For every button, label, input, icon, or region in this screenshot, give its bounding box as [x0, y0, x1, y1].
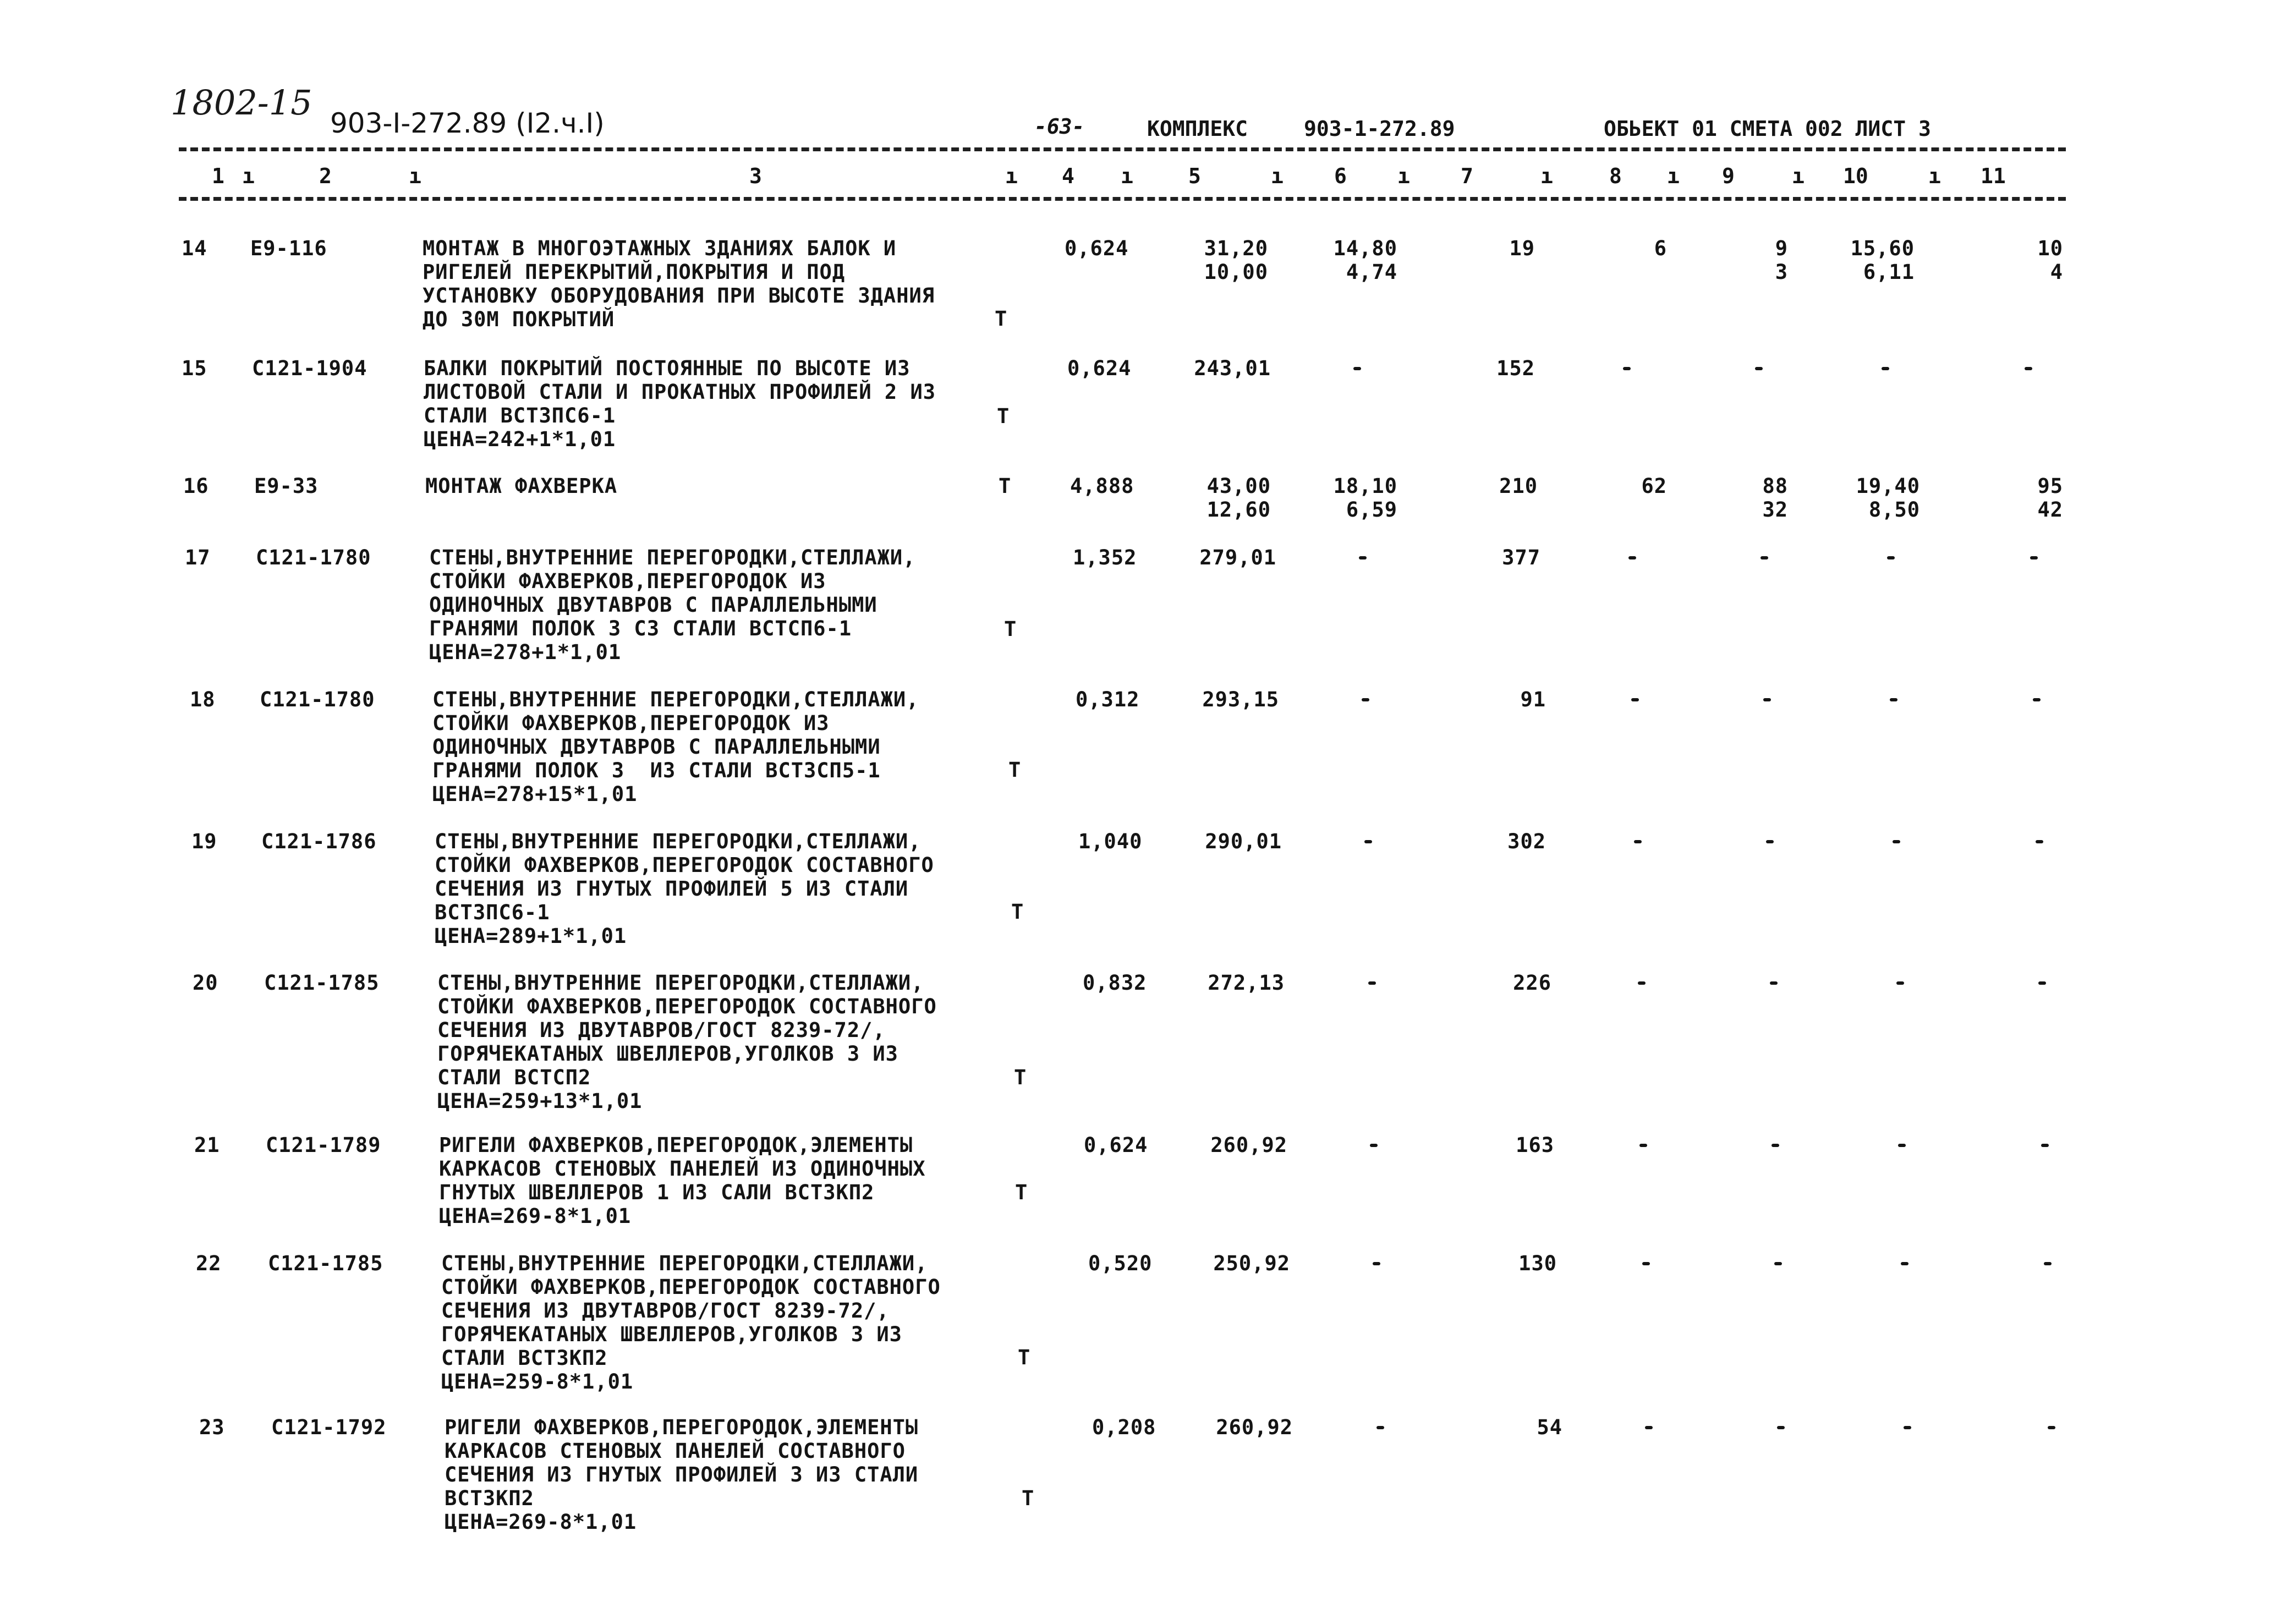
row-number: 15 — [182, 356, 207, 380]
row-col9-dash — [1766, 840, 1774, 843]
row-code: С121-1792 — [271, 1415, 387, 1439]
row-description: БАЛКИ ПОКРЫТИЙ ПОСТОЯННЫЕ ПО ВЫСОТЕ ИЗ ЛИСТОВОЙ СТАЛИ И ПРОКАТНЫХ ПРОФИЛЕЙ 2 ИЗ СТАЛИ ВСТ3ПС6-1 ЦЕНА=242+1*1,01 — [424, 356, 936, 451]
row-col9-dash — [1774, 1262, 1782, 1265]
row-col11-dash — [2033, 698, 2041, 701]
row-unit: Т — [1011, 900, 1024, 924]
row-description: СТЕНЫ,ВНУТРЕННИЕ ПЕРЕГОРОДКИ,СТЕЛЛАЖИ, СТОЙКИ ФАХВЕРКОВ,ПЕРЕГОРОДОК СОСТАВНОГО СЕЧЕНИЯ ИЗ ДВУТАВРОВ/ГОСТ 8239-72/, ГОРЯЧЕКАТАНЫХ ШВЕЛЛЕРОВ,УГОЛКОВ 3 ИЗ СТАЛИ ВСТСП2 ЦЕНА=259+13*1,01 — [437, 971, 937, 1113]
row-description: СТЕНЫ,ВНУТРЕННИЕ ПЕРЕГОРОДКИ,СТЕЛЛАЖИ, СТОЙКИ ФАХВЕРКОВ,ПЕРЕГОРОДОК ИЗ ОДИНОЧНЫХ ДВУТАВРОВ С ПАРАЛЛЕЛЬНЫМИ ГРАНЯМИ ПОЛОК 3 ИЗ СТАЛИ ВСТ3СП5-1 ЦЕНА=278+15*1,01 — [432, 688, 919, 806]
row-col7: 152 — [1496, 356, 1535, 380]
complex-label: КОМПЛЕКС — [1147, 117, 1248, 141]
row-col5: 43,00 12,60 — [1206, 474, 1271, 522]
row-col6-dash — [1370, 1144, 1378, 1147]
row-unit: Т — [1004, 617, 1017, 641]
row-col9-dash — [1772, 1144, 1779, 1147]
row-col11: 10 4 — [2037, 237, 2063, 284]
row-col7: 91 — [1520, 688, 1546, 711]
row-col5: 272,13 — [1208, 971, 1285, 995]
row-number: 23 — [199, 1415, 225, 1439]
col-sep: ı — [1005, 164, 1018, 188]
row-col10-dash — [1887, 556, 1895, 559]
col-sep: ı — [1397, 164, 1410, 188]
row-quantity: 0,624 — [1067, 356, 1132, 380]
row-number: 18 — [190, 688, 216, 711]
row-quantity: 0,624 — [1084, 1133, 1148, 1157]
row-unit: Т — [1022, 1486, 1034, 1510]
complex-code: 903-1-272.89 — [1304, 117, 1455, 141]
row-col10-dash — [1904, 1426, 1911, 1429]
row-col11-dash — [2030, 556, 2038, 559]
row-col7: 210 — [1499, 474, 1538, 498]
header-rule-top — [179, 147, 2066, 151]
col-num-4: 4 — [1062, 164, 1074, 188]
project-code: 903-I-272.89 (I2.ч.I) — [330, 107, 605, 139]
row-col6-dash — [1359, 556, 1367, 559]
header-rule-bottom — [179, 197, 2066, 201]
row-quantity: 0,312 — [1076, 688, 1140, 711]
row-col6-dash — [1376, 1426, 1384, 1429]
row-description: СТЕНЫ,ВНУТРЕННИЕ ПЕРЕГОРОДКИ,СТЕЛЛАЖИ, СТОЙКИ ФАХВЕРКОВ,ПЕРЕГОРОДОК ИЗ ОДИНОЧНЫХ ДВУТАВРОВ С ПАРАЛЛЕЛЬНЫМИ ГРАНЯМИ ПОЛОК 3 СЗ СТАЛИ ВСТСП6-1 ЦЕНА=278+1*1,01 — [429, 546, 916, 664]
row-code: С121-1789 — [266, 1133, 381, 1157]
row-col9-dash — [1755, 367, 1763, 370]
row-unit: Т — [1008, 758, 1021, 782]
row-col10-dash — [1882, 367, 1889, 370]
row-description: МОНТАЖ ФАХВЕРКА — [425, 474, 618, 498]
row-quantity: 1,040 — [1078, 830, 1143, 853]
row-quantity: 4,888 — [1070, 474, 1134, 498]
row-col8-dash — [1638, 981, 1646, 985]
row-quantity: 1,352 — [1073, 546, 1137, 569]
row-description: МОНТАЖ В МНОГОЭТАЖНЫХ ЗДАНИЯХ БАЛОК И РИГЕЛЕЙ ПЕРЕКРЫТИЙ,ПОКРЫТИЯ И ПОД УСТАНОВКУ ОБОРУДОВАНИЯ ПРИ ВЫСОТЕ ЗДАНИЯ ДО 30М ПОКРЫТИЙ — [423, 237, 935, 331]
row-col8: 6 — [1654, 237, 1667, 260]
row-unit: Т — [1015, 1181, 1028, 1204]
row-number: 16 — [183, 474, 209, 498]
row-col7: 130 — [1518, 1252, 1557, 1275]
row-unit: Т — [997, 404, 1010, 428]
row-col5: 260,92 — [1216, 1415, 1293, 1439]
row-description: СТЕНЫ,ВНУТРЕННИЕ ПЕРЕГОРОДКИ,СТЕЛЛАЖИ, СТОЙКИ ФАХВЕРКОВ,ПЕРЕГОРОДОК СОСТАВНОГО СЕЧЕНИЯ ИЗ ГНУТЫХ ПРОФИЛЕЙ 5 ИЗ СТАЛИ ВСТ3ПС6-1 ЦЕНА=289+1*1,01 — [435, 830, 934, 948]
row-col8-dash — [1628, 556, 1636, 559]
row-col11-dash — [2038, 981, 2046, 985]
row-description: РИГЕЛИ ФАХВЕРКОВ,ПЕРЕГОРОДОК,ЭЛЕМЕНТЫ КАРКАСОВ СТЕНОВЫХ ПАНЕЛЕЙ СОСТАВНОГО СЕЧЕНИЯ ИЗ ГНУТЫХ ПРОФИЛЕЙ 3 ИЗ СТАЛИ ВСТ3КП2 ЦЕНА=269-8*1,01 — [445, 1415, 919, 1534]
row-quantity: 0,208 — [1092, 1415, 1156, 1439]
col-sep: ı — [409, 164, 421, 188]
row-col5: 279,01 — [1199, 546, 1276, 569]
row-col5: 290,01 — [1205, 830, 1282, 853]
row-col10: 19,40 8,50 — [1856, 474, 1920, 522]
row-col6-dash — [1373, 1262, 1380, 1265]
row-col9-dash — [1770, 981, 1778, 985]
row-description: РИГЕЛИ ФАХВЕРКОВ,ПЕРЕГОРОДОК,ЭЛЕМЕНТЫ КАРКАСОВ СТЕНОВЫХ ПАНЕЛЕЙ ИЗ ОДИНОЧНЫХ ГНУТЫХ ШВЕЛЛЕРОВ 1 ИЗ САЛИ ВСТ3КП2 ЦЕНА=269-8*1,01 — [439, 1133, 926, 1228]
col-num-3: 3 — [749, 164, 762, 188]
row-col7: 302 — [1507, 830, 1546, 853]
col-sep: ı — [242, 164, 255, 188]
row-number: 19 — [191, 830, 217, 853]
row-col8-dash — [1639, 1144, 1647, 1147]
row-col6-dash — [1353, 367, 1361, 370]
col-sep: ı — [1271, 164, 1284, 188]
row-col10-dash — [1898, 1144, 1906, 1147]
row-number: 17 — [185, 546, 211, 569]
row-col6-dash — [1364, 840, 1372, 843]
row-code: С121-1780 — [260, 688, 375, 711]
row-col5: 260,92 — [1210, 1133, 1287, 1157]
col-sep: ı — [1928, 164, 1941, 188]
row-unit: Т — [995, 307, 1007, 331]
row-col8: 62 — [1641, 474, 1667, 498]
row-code: С121-1785 — [268, 1252, 383, 1275]
row-col9-dash — [1763, 698, 1771, 701]
row-col8-dash — [1645, 1426, 1653, 1429]
row-col6: 14,80 4,74 — [1333, 237, 1397, 284]
row-col6: 18,10 6,59 — [1333, 474, 1397, 522]
row-col10-dash — [1901, 1262, 1908, 1265]
row-code: С121-1904 — [252, 356, 368, 380]
row-col5: 293,15 — [1202, 688, 1279, 711]
row-unit: Т — [999, 474, 1011, 498]
column-number-row — [179, 164, 2066, 193]
row-col8-dash — [1631, 698, 1639, 701]
col-sep: ı — [1540, 164, 1553, 188]
row-col10-dash — [1896, 981, 1904, 985]
col-num-11: 11 — [1981, 164, 2006, 188]
row-col6-dash — [1362, 698, 1369, 701]
row-col11-dash — [2036, 840, 2043, 843]
row-col7: 226 — [1513, 971, 1551, 995]
col-num-7: 7 — [1461, 164, 1473, 188]
row-col11-dash — [2044, 1262, 2052, 1265]
col-num-2: 2 — [319, 164, 332, 188]
row-col7: 163 — [1516, 1133, 1554, 1157]
row-col8-dash — [1642, 1262, 1650, 1265]
row-col6-dash — [1368, 981, 1376, 985]
row-col10-dash — [1893, 840, 1900, 843]
row-col11-dash — [2048, 1426, 2055, 1429]
row-unit: Т — [1014, 1066, 1027, 1089]
handwritten-code: 1802-15 — [171, 83, 312, 123]
row-number: 21 — [194, 1133, 220, 1157]
row-unit: Т — [1018, 1346, 1030, 1369]
row-col9-dash — [1777, 1426, 1785, 1429]
col-num-8: 8 — [1609, 164, 1622, 188]
row-col9: 88 32 — [1762, 474, 1788, 522]
row-code: С121-1786 — [261, 830, 377, 853]
col-num-5: 5 — [1188, 164, 1201, 188]
row-col7: 54 — [1537, 1415, 1562, 1439]
row-quantity: 0,520 — [1088, 1252, 1153, 1275]
col-num-10: 10 — [1843, 164, 1868, 188]
row-number: 14 — [182, 237, 207, 260]
row-col7: 377 — [1502, 546, 1540, 569]
row-col8-dash — [1634, 840, 1642, 843]
row-col11-dash — [2025, 367, 2032, 370]
row-col10-dash — [1890, 698, 1897, 701]
row-code: Е9-33 — [254, 474, 319, 498]
col-num-1: 1 — [212, 164, 224, 188]
row-code: С121-1785 — [264, 971, 380, 995]
row-col8-dash — [1623, 367, 1631, 370]
col-num-9: 9 — [1722, 164, 1735, 188]
col-sep: ı — [1121, 164, 1133, 188]
row-code: Е9-116 — [250, 237, 327, 260]
row-col9-dash — [1761, 556, 1768, 559]
row-description: СТЕНЫ,ВНУТРЕННИЕ ПЕРЕГОРОДКИ,СТЕЛЛАЖИ, СТОЙКИ ФАХВЕРКОВ,ПЕРЕГОРОДОК СОСТАВНОГО СЕЧЕНИЯ ИЗ ДВУТАВРОВ/ГОСТ 8239-72/, ГОРЯЧЕКАТАНЫХ ШВЕЛЛЕРОВ,УГОЛКОВ 3 ИЗ СТАЛИ ВСТ3КП2 ЦЕНА=259-8*1,01 — [441, 1252, 941, 1393]
row-col10: 15,60 6,11 — [1850, 237, 1915, 284]
row-col11-dash — [2041, 1144, 2049, 1147]
col-sep: ı — [1667, 164, 1680, 188]
object-info: ОБЬЕКТ 01 СМЕТА 002 ЛИСТ 3 — [1604, 117, 1931, 141]
row-col5: 31,20 10,00 — [1204, 237, 1268, 284]
col-sep: ı — [1792, 164, 1805, 188]
row-col7: 19 — [1509, 237, 1535, 260]
row-col5: 243,01 — [1194, 356, 1271, 380]
col-num-6: 6 — [1334, 164, 1347, 188]
row-col5: 250,92 — [1213, 1252, 1290, 1275]
page-number: -63- — [1034, 114, 1085, 139]
row-number: 20 — [193, 971, 218, 995]
row-quantity: 0,832 — [1083, 971, 1147, 995]
row-quantity: 0,624 — [1065, 237, 1129, 260]
row-number: 22 — [196, 1252, 222, 1275]
row-code: С121-1780 — [256, 546, 371, 569]
row-col11: 95 42 — [2037, 474, 2063, 522]
row-col9: 9 3 — [1775, 237, 1788, 284]
